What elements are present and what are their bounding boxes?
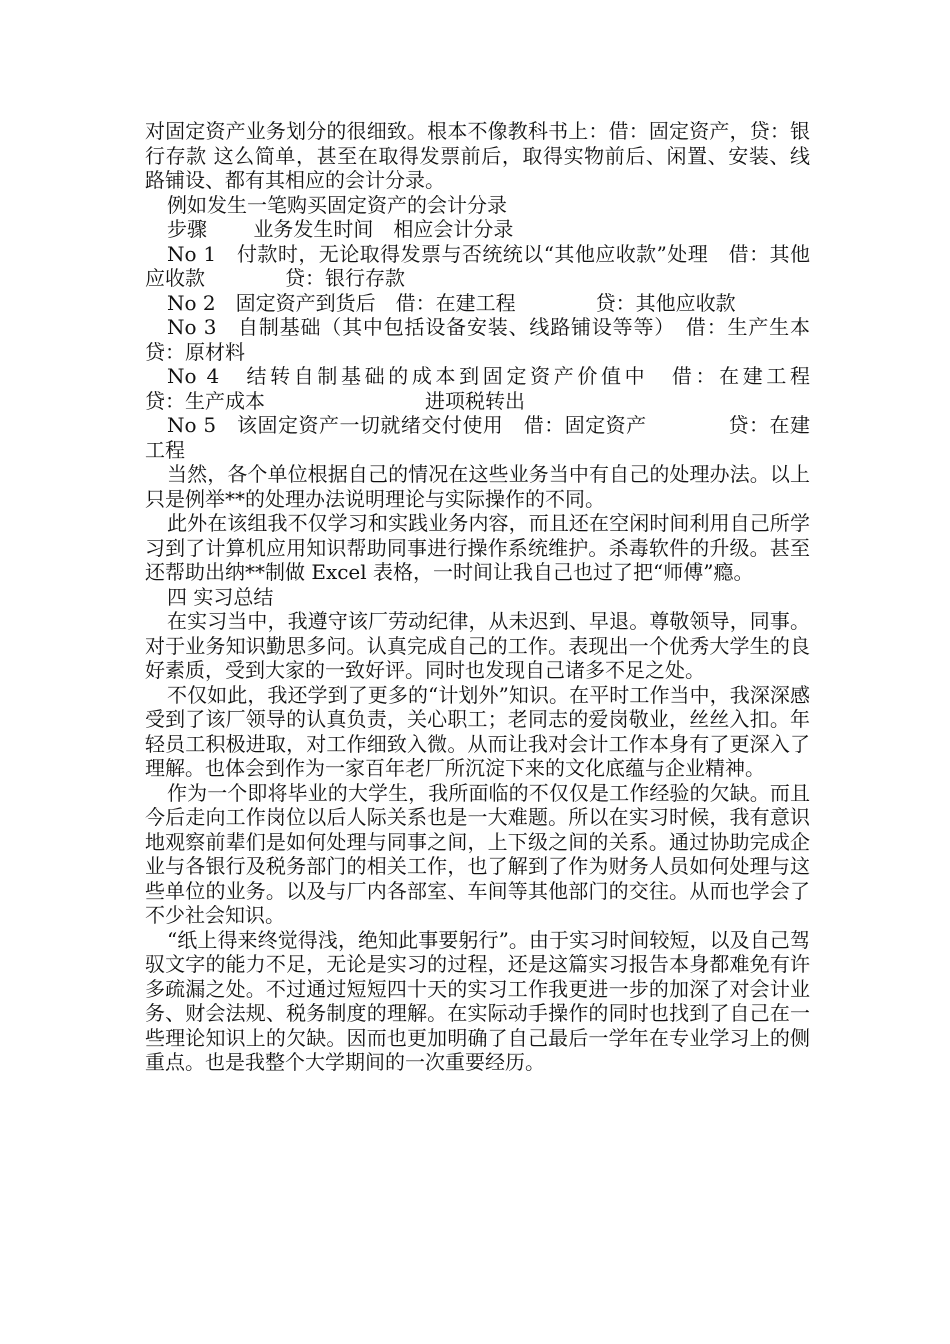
- paragraph-example-heading: 例如发生一笔购买固定资产的会计分录: [167, 192, 507, 217]
- entry-no3: No 3 自制基础（其中包括设备安装、线路铺设等等） 借：生产生本 贷：原材料: [145, 315, 890, 364]
- section-heading-summary: 四 实习总结: [167, 584, 274, 609]
- paragraph-extra-work: 此外在该组我不仅学习和实践业务内容，而且还在空闲时间利用自己所学习到了计算机应用知识帮助同事进行操作系统维护。杀毒软件的升级。甚至还帮助出纳**制做 Excel 表格，一时间让我自己也过了把“师傅”瘾。: [145, 511, 810, 584]
- table-header-row: 步骤 业务发生时间 相应会计分录: [167, 217, 514, 241]
- document-page: [145, 119, 890, 1075]
- paragraph-relationships: 作为一个即将毕业的大学生，我所面临的不仅仅是工作经验的欠缺。而且今后走向工作岗位以后人际关系也是一大难题。所以在实习时候，我有意识地观察前辈们是如何处理与同事之间，上下级之间的关系。通过协助完成企业与各银行及税务部门的相关工作，也了解到了作为财务人员如何处理与这些单位的业务。以及与厂内各部室、车间等其他部门的交往。从而也学会了不少社会知识。: [145, 780, 810, 927]
- entry-no4: No 4 结转自制基础的成本到固定资产价值中 借：在建工程 贷：生产成本 进项税转出: [145, 364, 870, 413]
- paragraph-practice-difference: 当然，各个单位根据自己的情况在这些业务当中有自己的处理办法。以上只是例举**的处理办法说明理论与实际操作的不同。: [145, 462, 810, 511]
- entry-no1: No 1 付款时，无论取得发票与否统统以“其他应收款”处理 借：其他应收款 贷：银行存款: [145, 241, 810, 290]
- entry-no2: No 2 固定资产到货后 借：在建工程 贷：其他应收款: [167, 290, 736, 315]
- entry-no5: No 5 该固定资产一切就绪交付使用 借：固定资产 贷：在建工程: [145, 413, 810, 462]
- paragraph-extra-knowledge: 不仅如此，我还学到了更多的“计划外”知识。在平时工作当中，我深深感受到了该厂领导的认真负责，关心职工；老同志的爱岗敬业，丝丝入扣。年轻员工积极进取，对工作细致入微。从而让我对会计工作本身有了更深入了理解。也体会到作为一家百年老厂所沉淀下来的文化底蕴与企业精神。: [145, 682, 810, 780]
- paragraph-conclusion: “纸上得来终觉得浅，绝知此事要躬行”。由于实习时间较短，以及自己驾驭文字的能力不足，无论是实习的过程，还是这篇实习报告本身都难免有许多疏漏之处。不过通过短短四十天的实习工作我更进一步的加深了对会计业务、财会法规、税务制度的理解。在实际动手操作的同时也找到了自己在一些理论知识上的欠缺。因而也更加明确了自己最后一学年在专业学习上的侧重点。也是我整个大学期间的一次重要经历。: [145, 927, 810, 1074]
- paragraph-discipline: 在实习当中，我遵守该厂劳动纪律，从未迟到、早退。尊敬领导，同事。对于业务知识勤思多问。认真完成自己的工作。表现出一个优秀大学生的良好素质，受到大家的一致好评。同时也发现自己诸多不足之处。: [145, 609, 810, 682]
- paragraph-intro: 对固定资产业务划分的很细致。根本不像教科书上：借：固定资产，贷：银行存款 这么简单，甚至在取得发票前后，取得实物前后、闲置、安装、线路铺设、都有其相应的会计分录。: [145, 119, 810, 192]
